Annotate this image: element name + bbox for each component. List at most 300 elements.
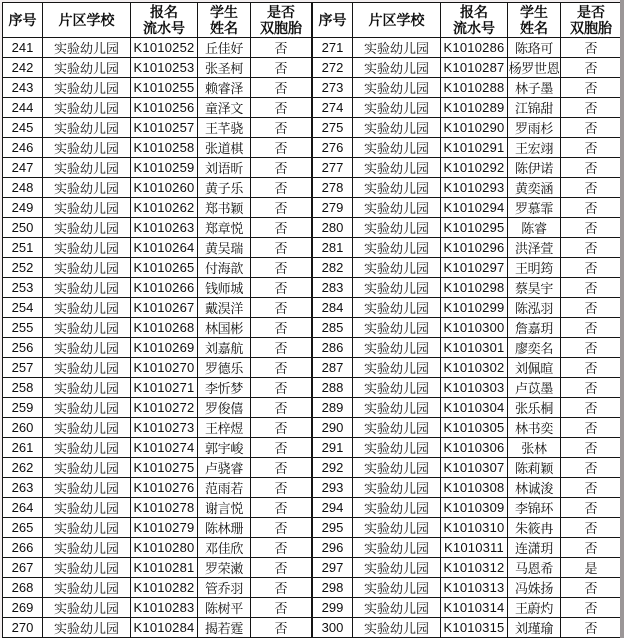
cell-twin: 否 bbox=[251, 558, 312, 578]
cell-twin: 否 bbox=[251, 598, 312, 618]
cell-no: 274 bbox=[313, 98, 353, 118]
cell-no: 249 bbox=[3, 198, 43, 218]
cell-no: 273 bbox=[313, 78, 353, 98]
cell-name: 付海歆 bbox=[198, 258, 251, 278]
cell-serial: K1010306 bbox=[441, 438, 508, 458]
cell-no: 280 bbox=[313, 218, 353, 238]
table-row bbox=[313, 238, 622, 258]
table-row bbox=[313, 338, 622, 358]
table-row bbox=[3, 578, 312, 598]
cell-twin: 否 bbox=[561, 218, 622, 238]
cell-serial: K1010264 bbox=[131, 238, 198, 258]
cell-name: 李锦环 bbox=[508, 498, 561, 518]
cell-twin: 否 bbox=[561, 178, 622, 198]
cell-twin: 否 bbox=[251, 258, 312, 278]
cell-name: 罗俊僖 bbox=[198, 398, 251, 418]
cell-serial: K1010300 bbox=[441, 318, 508, 338]
cell-twin: 否 bbox=[561, 578, 622, 598]
cell-name: 丘佳好 bbox=[198, 38, 251, 58]
cell-name: 张乐桐 bbox=[508, 398, 561, 418]
cell-school: 实验幼儿园 bbox=[353, 98, 441, 118]
cell-twin: 否 bbox=[561, 298, 622, 318]
cell-no: 295 bbox=[313, 518, 353, 538]
column-header-no: 序号 bbox=[3, 3, 43, 38]
cell-serial: K1010313 bbox=[441, 578, 508, 598]
table-row bbox=[3, 38, 312, 58]
cell-no: 287 bbox=[313, 358, 353, 378]
table-row bbox=[3, 298, 312, 318]
cell-name: 林子墨 bbox=[508, 78, 561, 98]
cell-twin: 否 bbox=[251, 358, 312, 378]
cell-twin: 否 bbox=[561, 158, 622, 178]
cell-school: 实验幼儿园 bbox=[353, 78, 441, 98]
cell-twin: 否 bbox=[251, 278, 312, 298]
cell-no: 284 bbox=[313, 298, 353, 318]
cell-school: 实验幼儿园 bbox=[43, 458, 131, 478]
table-row bbox=[313, 138, 622, 158]
cell-school: 实验幼儿园 bbox=[43, 518, 131, 538]
cell-no: 294 bbox=[313, 498, 353, 518]
cell-serial: K1010301 bbox=[441, 338, 508, 358]
table-row bbox=[3, 318, 312, 338]
cell-school: 实验幼儿园 bbox=[43, 138, 131, 158]
cell-name: 詹嘉玥 bbox=[508, 318, 561, 338]
table-row bbox=[3, 138, 312, 158]
cell-twin: 否 bbox=[561, 378, 622, 398]
table-row bbox=[313, 58, 622, 78]
cell-no: 283 bbox=[313, 278, 353, 298]
cell-school: 实验幼儿园 bbox=[353, 38, 441, 58]
cell-serial: K1010274 bbox=[131, 438, 198, 458]
table-row bbox=[313, 298, 622, 318]
cell-serial: K1010310 bbox=[441, 518, 508, 538]
cell-name: 刘嘉航 bbox=[198, 338, 251, 358]
cell-no: 246 bbox=[3, 138, 43, 158]
cell-no: 276 bbox=[313, 138, 353, 158]
cell-name: 朱筱冉 bbox=[508, 518, 561, 538]
cell-twin: 否 bbox=[561, 138, 622, 158]
cell-school: 实验幼儿园 bbox=[43, 238, 131, 258]
cell-serial: K1010290 bbox=[441, 118, 508, 138]
roster-table-left bbox=[2, 2, 312, 638]
table-row bbox=[313, 358, 622, 378]
cell-twin: 否 bbox=[561, 258, 622, 278]
cell-school: 实验幼儿园 bbox=[353, 238, 441, 258]
table-row bbox=[3, 438, 312, 458]
cell-school: 实验幼儿园 bbox=[353, 58, 441, 78]
table-row bbox=[3, 418, 312, 438]
cell-name: 赖睿泽 bbox=[198, 78, 251, 98]
column-header-school: 片区学校 bbox=[353, 3, 441, 38]
cell-no: 260 bbox=[3, 418, 43, 438]
cell-serial: K1010305 bbox=[441, 418, 508, 438]
cell-twin: 否 bbox=[251, 58, 312, 78]
cell-serial: K1010278 bbox=[131, 498, 198, 518]
table-row bbox=[3, 118, 312, 138]
cell-twin: 否 bbox=[251, 38, 312, 58]
cell-serial: K1010302 bbox=[441, 358, 508, 378]
table-row bbox=[313, 558, 622, 578]
cell-serial: K1010295 bbox=[441, 218, 508, 238]
cell-no: 250 bbox=[3, 218, 43, 238]
cell-school: 实验幼儿园 bbox=[353, 118, 441, 138]
cell-serial: K1010308 bbox=[441, 478, 508, 498]
table-row bbox=[313, 198, 622, 218]
cell-twin: 否 bbox=[561, 618, 622, 638]
cell-no: 244 bbox=[3, 98, 43, 118]
cell-no: 247 bbox=[3, 158, 43, 178]
cell-no: 288 bbox=[313, 378, 353, 398]
cell-twin: 否 bbox=[251, 418, 312, 438]
cell-serial: K1010279 bbox=[131, 518, 198, 538]
cell-name: 范雨若 bbox=[198, 478, 251, 498]
table-row bbox=[3, 558, 312, 578]
cell-name: 张道棋 bbox=[198, 138, 251, 158]
table-row bbox=[3, 158, 312, 178]
column-header-school: 片区学校 bbox=[43, 3, 131, 38]
cell-name: 杨罗世恩 bbox=[508, 58, 561, 78]
cell-name: 卢苡墨 bbox=[508, 378, 561, 398]
cell-school: 实验幼儿园 bbox=[43, 618, 131, 638]
cell-name: 林诚浚 bbox=[508, 478, 561, 498]
cell-name: 洪泽萱 bbox=[508, 238, 561, 258]
table-row bbox=[3, 278, 312, 298]
cell-school: 实验幼儿园 bbox=[43, 298, 131, 318]
table-row bbox=[313, 158, 622, 178]
cell-no: 299 bbox=[313, 598, 353, 618]
cell-school: 实验幼儿园 bbox=[43, 578, 131, 598]
cell-name: 陈莉颖 bbox=[508, 458, 561, 478]
cell-name: 卢骁睿 bbox=[198, 458, 251, 478]
cell-twin: 否 bbox=[561, 198, 622, 218]
cell-school: 实验幼儿园 bbox=[353, 558, 441, 578]
cell-serial: K1010252 bbox=[131, 38, 198, 58]
cell-name: 黄吴瑞 bbox=[198, 238, 251, 258]
cell-twin: 否 bbox=[251, 518, 312, 538]
cell-school: 实验幼儿园 bbox=[43, 318, 131, 338]
cell-no: 257 bbox=[3, 358, 43, 378]
cell-school: 实验幼儿园 bbox=[43, 98, 131, 118]
cell-no: 241 bbox=[3, 38, 43, 58]
cell-name: 马恩希 bbox=[508, 558, 561, 578]
table-row bbox=[3, 378, 312, 398]
cell-no: 270 bbox=[3, 618, 43, 638]
cell-school: 实验幼儿园 bbox=[43, 498, 131, 518]
table-row bbox=[313, 578, 622, 598]
cell-school: 实验幼儿园 bbox=[43, 438, 131, 458]
cell-twin: 否 bbox=[251, 198, 312, 218]
cell-serial: K1010276 bbox=[131, 478, 198, 498]
cell-serial: K1010256 bbox=[131, 98, 198, 118]
cell-name: 陈泓羽 bbox=[508, 298, 561, 318]
cell-no: 253 bbox=[3, 278, 43, 298]
cell-school: 实验幼儿园 bbox=[43, 378, 131, 398]
table-header bbox=[3, 3, 312, 38]
cell-serial: K1010314 bbox=[441, 598, 508, 618]
cell-name: 张林 bbox=[508, 438, 561, 458]
cell-school: 实验幼儿园 bbox=[43, 118, 131, 138]
cell-no: 262 bbox=[3, 458, 43, 478]
cell-serial: K1010262 bbox=[131, 198, 198, 218]
cell-serial: K1010281 bbox=[131, 558, 198, 578]
cell-school: 实验幼儿园 bbox=[353, 598, 441, 618]
table-row bbox=[3, 258, 312, 278]
cell-twin: 否 bbox=[251, 498, 312, 518]
cell-school: 实验幼儿园 bbox=[43, 598, 131, 618]
cell-twin: 否 bbox=[251, 458, 312, 478]
cell-serial: K1010259 bbox=[131, 158, 198, 178]
cell-serial: K1010275 bbox=[131, 458, 198, 478]
cell-no: 293 bbox=[313, 478, 353, 498]
cell-serial: K1010296 bbox=[441, 238, 508, 258]
cell-twin: 否 bbox=[561, 518, 622, 538]
column-header-no: 序号 bbox=[313, 3, 353, 38]
cell-serial: K1010270 bbox=[131, 358, 198, 378]
cell-name: 李忻梦 bbox=[198, 378, 251, 398]
cell-serial: K1010294 bbox=[441, 198, 508, 218]
cell-twin: 是 bbox=[561, 558, 622, 578]
cell-school: 实验幼儿园 bbox=[353, 278, 441, 298]
cell-school: 实验幼儿园 bbox=[353, 578, 441, 598]
cell-no: 259 bbox=[3, 398, 43, 418]
cell-school: 实验幼儿园 bbox=[43, 158, 131, 178]
cell-twin: 否 bbox=[561, 318, 622, 338]
cell-name: 谢言悦 bbox=[198, 498, 251, 518]
cell-school: 实验幼儿园 bbox=[353, 198, 441, 218]
cell-twin: 否 bbox=[561, 338, 622, 358]
cell-name: 揭若霆 bbox=[198, 618, 251, 638]
cell-twin: 否 bbox=[561, 598, 622, 618]
cell-no: 251 bbox=[3, 238, 43, 258]
roster-tables-container bbox=[2, 2, 620, 638]
table-row bbox=[313, 38, 622, 58]
cell-school: 实验幼儿园 bbox=[43, 538, 131, 558]
cell-twin: 否 bbox=[251, 538, 312, 558]
cell-serial: K1010299 bbox=[441, 298, 508, 318]
cell-twin: 否 bbox=[251, 338, 312, 358]
cell-school: 实验幼儿园 bbox=[353, 158, 441, 178]
cell-twin: 否 bbox=[561, 38, 622, 58]
cell-twin: 否 bbox=[561, 478, 622, 498]
cell-name: 刘语昕 bbox=[198, 158, 251, 178]
cell-serial: K1010286 bbox=[441, 38, 508, 58]
cell-school: 实验幼儿园 bbox=[43, 478, 131, 498]
cell-name: 林国彬 bbox=[198, 318, 251, 338]
cell-no: 258 bbox=[3, 378, 43, 398]
cell-twin: 否 bbox=[251, 478, 312, 498]
cell-twin: 否 bbox=[561, 498, 622, 518]
cell-serial: K1010268 bbox=[131, 318, 198, 338]
column-header-name: 学生 姓名 bbox=[198, 3, 251, 38]
table-row bbox=[313, 458, 622, 478]
table-row bbox=[3, 618, 312, 638]
cell-school: 实验幼儿园 bbox=[43, 398, 131, 418]
column-header-name: 学生 姓名 bbox=[508, 3, 561, 38]
cell-twin: 否 bbox=[251, 578, 312, 598]
cell-twin: 否 bbox=[561, 398, 622, 418]
cell-school: 实验幼儿园 bbox=[43, 218, 131, 238]
column-header-twin: 是否 双胞胎 bbox=[251, 3, 312, 38]
cell-twin: 否 bbox=[251, 118, 312, 138]
screenshot-edge-strip bbox=[620, 0, 624, 638]
cell-school: 实验幼儿园 bbox=[353, 438, 441, 458]
cell-serial: K1010304 bbox=[441, 398, 508, 418]
cell-serial: K1010288 bbox=[441, 78, 508, 98]
cell-school: 实验幼儿园 bbox=[353, 518, 441, 538]
cell-name: 罗雨杉 bbox=[508, 118, 561, 138]
cell-name: 黄奕涵 bbox=[508, 178, 561, 198]
cell-name: 陈树平 bbox=[198, 598, 251, 618]
cell-no: 267 bbox=[3, 558, 43, 578]
table-row bbox=[3, 198, 312, 218]
cell-no: 282 bbox=[313, 258, 353, 278]
cell-name: 林书奕 bbox=[508, 418, 561, 438]
cell-serial: K1010315 bbox=[441, 618, 508, 638]
cell-name: 刘瑾瑜 bbox=[508, 618, 561, 638]
cell-name: 郭宇峻 bbox=[198, 438, 251, 458]
cell-name: 冯姝扬 bbox=[508, 578, 561, 598]
cell-school: 实验幼儿园 bbox=[353, 218, 441, 238]
table-row bbox=[3, 538, 312, 558]
cell-serial: K1010289 bbox=[441, 98, 508, 118]
cell-name: 郑章悦 bbox=[198, 218, 251, 238]
cell-no: 252 bbox=[3, 258, 43, 278]
cell-no: 275 bbox=[313, 118, 353, 138]
cell-school: 实验幼儿园 bbox=[353, 498, 441, 518]
cell-twin: 否 bbox=[561, 118, 622, 138]
cell-no: 272 bbox=[313, 58, 353, 78]
cell-twin: 否 bbox=[251, 158, 312, 178]
cell-no: 255 bbox=[3, 318, 43, 338]
table-row bbox=[313, 418, 622, 438]
cell-no: 296 bbox=[313, 538, 353, 558]
cell-no: 298 bbox=[313, 578, 353, 598]
table-row bbox=[313, 538, 622, 558]
cell-twin: 否 bbox=[561, 458, 622, 478]
cell-serial: K1010283 bbox=[131, 598, 198, 618]
table-row bbox=[3, 498, 312, 518]
cell-no: 271 bbox=[313, 38, 353, 58]
cell-no: 243 bbox=[3, 78, 43, 98]
cell-school: 实验幼儿园 bbox=[353, 478, 441, 498]
cell-serial: K1010282 bbox=[131, 578, 198, 598]
cell-name: 罗慕霏 bbox=[508, 198, 561, 218]
roster-table-right bbox=[312, 2, 622, 638]
cell-no: 291 bbox=[313, 438, 353, 458]
cell-no: 245 bbox=[3, 118, 43, 138]
cell-twin: 否 bbox=[561, 358, 622, 378]
cell-twin: 否 bbox=[251, 138, 312, 158]
cell-serial: K1010271 bbox=[131, 378, 198, 398]
cell-no: 263 bbox=[3, 478, 43, 498]
table-row bbox=[313, 178, 622, 198]
cell-no: 277 bbox=[313, 158, 353, 178]
cell-no: 256 bbox=[3, 338, 43, 358]
cell-serial: K1010303 bbox=[441, 378, 508, 398]
cell-school: 实验幼儿园 bbox=[353, 418, 441, 438]
cell-school: 实验幼儿园 bbox=[353, 338, 441, 358]
cell-no: 290 bbox=[313, 418, 353, 438]
table-row bbox=[3, 358, 312, 378]
cell-no: 285 bbox=[313, 318, 353, 338]
cell-no: 268 bbox=[3, 578, 43, 598]
cell-no: 292 bbox=[313, 458, 353, 478]
column-header-twin: 是否 双胞胎 bbox=[561, 3, 622, 38]
cell-twin: 否 bbox=[251, 298, 312, 318]
cell-serial: K1010309 bbox=[441, 498, 508, 518]
cell-no: 264 bbox=[3, 498, 43, 518]
cell-school: 实验幼儿园 bbox=[353, 458, 441, 478]
cell-twin: 否 bbox=[251, 398, 312, 418]
cell-name: 钱师城 bbox=[198, 278, 251, 298]
cell-name: 连潇玥 bbox=[508, 538, 561, 558]
cell-school: 实验幼儿园 bbox=[353, 178, 441, 198]
cell-serial: K1010253 bbox=[131, 58, 198, 78]
cell-school: 实验幼儿园 bbox=[353, 618, 441, 638]
cell-serial: K1010311 bbox=[441, 538, 508, 558]
cell-no: 278 bbox=[313, 178, 353, 198]
cell-school: 实验幼儿园 bbox=[353, 538, 441, 558]
table-row bbox=[3, 178, 312, 198]
cell-name: 王梓煜 bbox=[198, 418, 251, 438]
cell-serial: K1010255 bbox=[131, 78, 198, 98]
cell-school: 实验幼儿园 bbox=[353, 398, 441, 418]
cell-serial: K1010267 bbox=[131, 298, 198, 318]
cell-no: 297 bbox=[313, 558, 353, 578]
cell-serial: K1010272 bbox=[131, 398, 198, 418]
cell-serial: K1010269 bbox=[131, 338, 198, 358]
cell-twin: 否 bbox=[251, 218, 312, 238]
cell-school: 实验幼儿园 bbox=[43, 178, 131, 198]
cell-serial: K1010291 bbox=[441, 138, 508, 158]
table-row bbox=[313, 98, 622, 118]
cell-name: 黄子乐 bbox=[198, 178, 251, 198]
cell-name: 张圣柯 bbox=[198, 58, 251, 78]
table-row bbox=[3, 338, 312, 358]
cell-twin: 否 bbox=[561, 278, 622, 298]
table-row bbox=[3, 458, 312, 478]
cell-name: 江锦甜 bbox=[508, 98, 561, 118]
cell-name: 罗德乐 bbox=[198, 358, 251, 378]
table-row bbox=[313, 378, 622, 398]
table-row bbox=[3, 58, 312, 78]
cell-serial: K1010263 bbox=[131, 218, 198, 238]
cell-twin: 否 bbox=[251, 78, 312, 98]
cell-no: 265 bbox=[3, 518, 43, 538]
cell-no: 300 bbox=[313, 618, 353, 638]
cell-name: 陈珞可 bbox=[508, 38, 561, 58]
cell-name: 罗荣潄 bbox=[198, 558, 251, 578]
cell-no: 261 bbox=[3, 438, 43, 458]
table-row bbox=[3, 98, 312, 118]
cell-no: 289 bbox=[313, 398, 353, 418]
cell-twin: 否 bbox=[251, 98, 312, 118]
cell-no: 266 bbox=[3, 538, 43, 558]
table-row bbox=[313, 218, 622, 238]
cell-twin: 否 bbox=[251, 378, 312, 398]
cell-no: 248 bbox=[3, 178, 43, 198]
table-row bbox=[313, 618, 622, 638]
table-row bbox=[313, 438, 622, 458]
cell-serial: K1010292 bbox=[441, 158, 508, 178]
cell-school: 实验幼儿园 bbox=[353, 138, 441, 158]
column-header-serial: 报名 流水号 bbox=[441, 3, 508, 38]
cell-school: 实验幼儿园 bbox=[43, 78, 131, 98]
cell-name: 陈伊诺 bbox=[508, 158, 561, 178]
cell-name: 管乔羽 bbox=[198, 578, 251, 598]
table-row bbox=[313, 598, 622, 618]
table-row bbox=[313, 478, 622, 498]
